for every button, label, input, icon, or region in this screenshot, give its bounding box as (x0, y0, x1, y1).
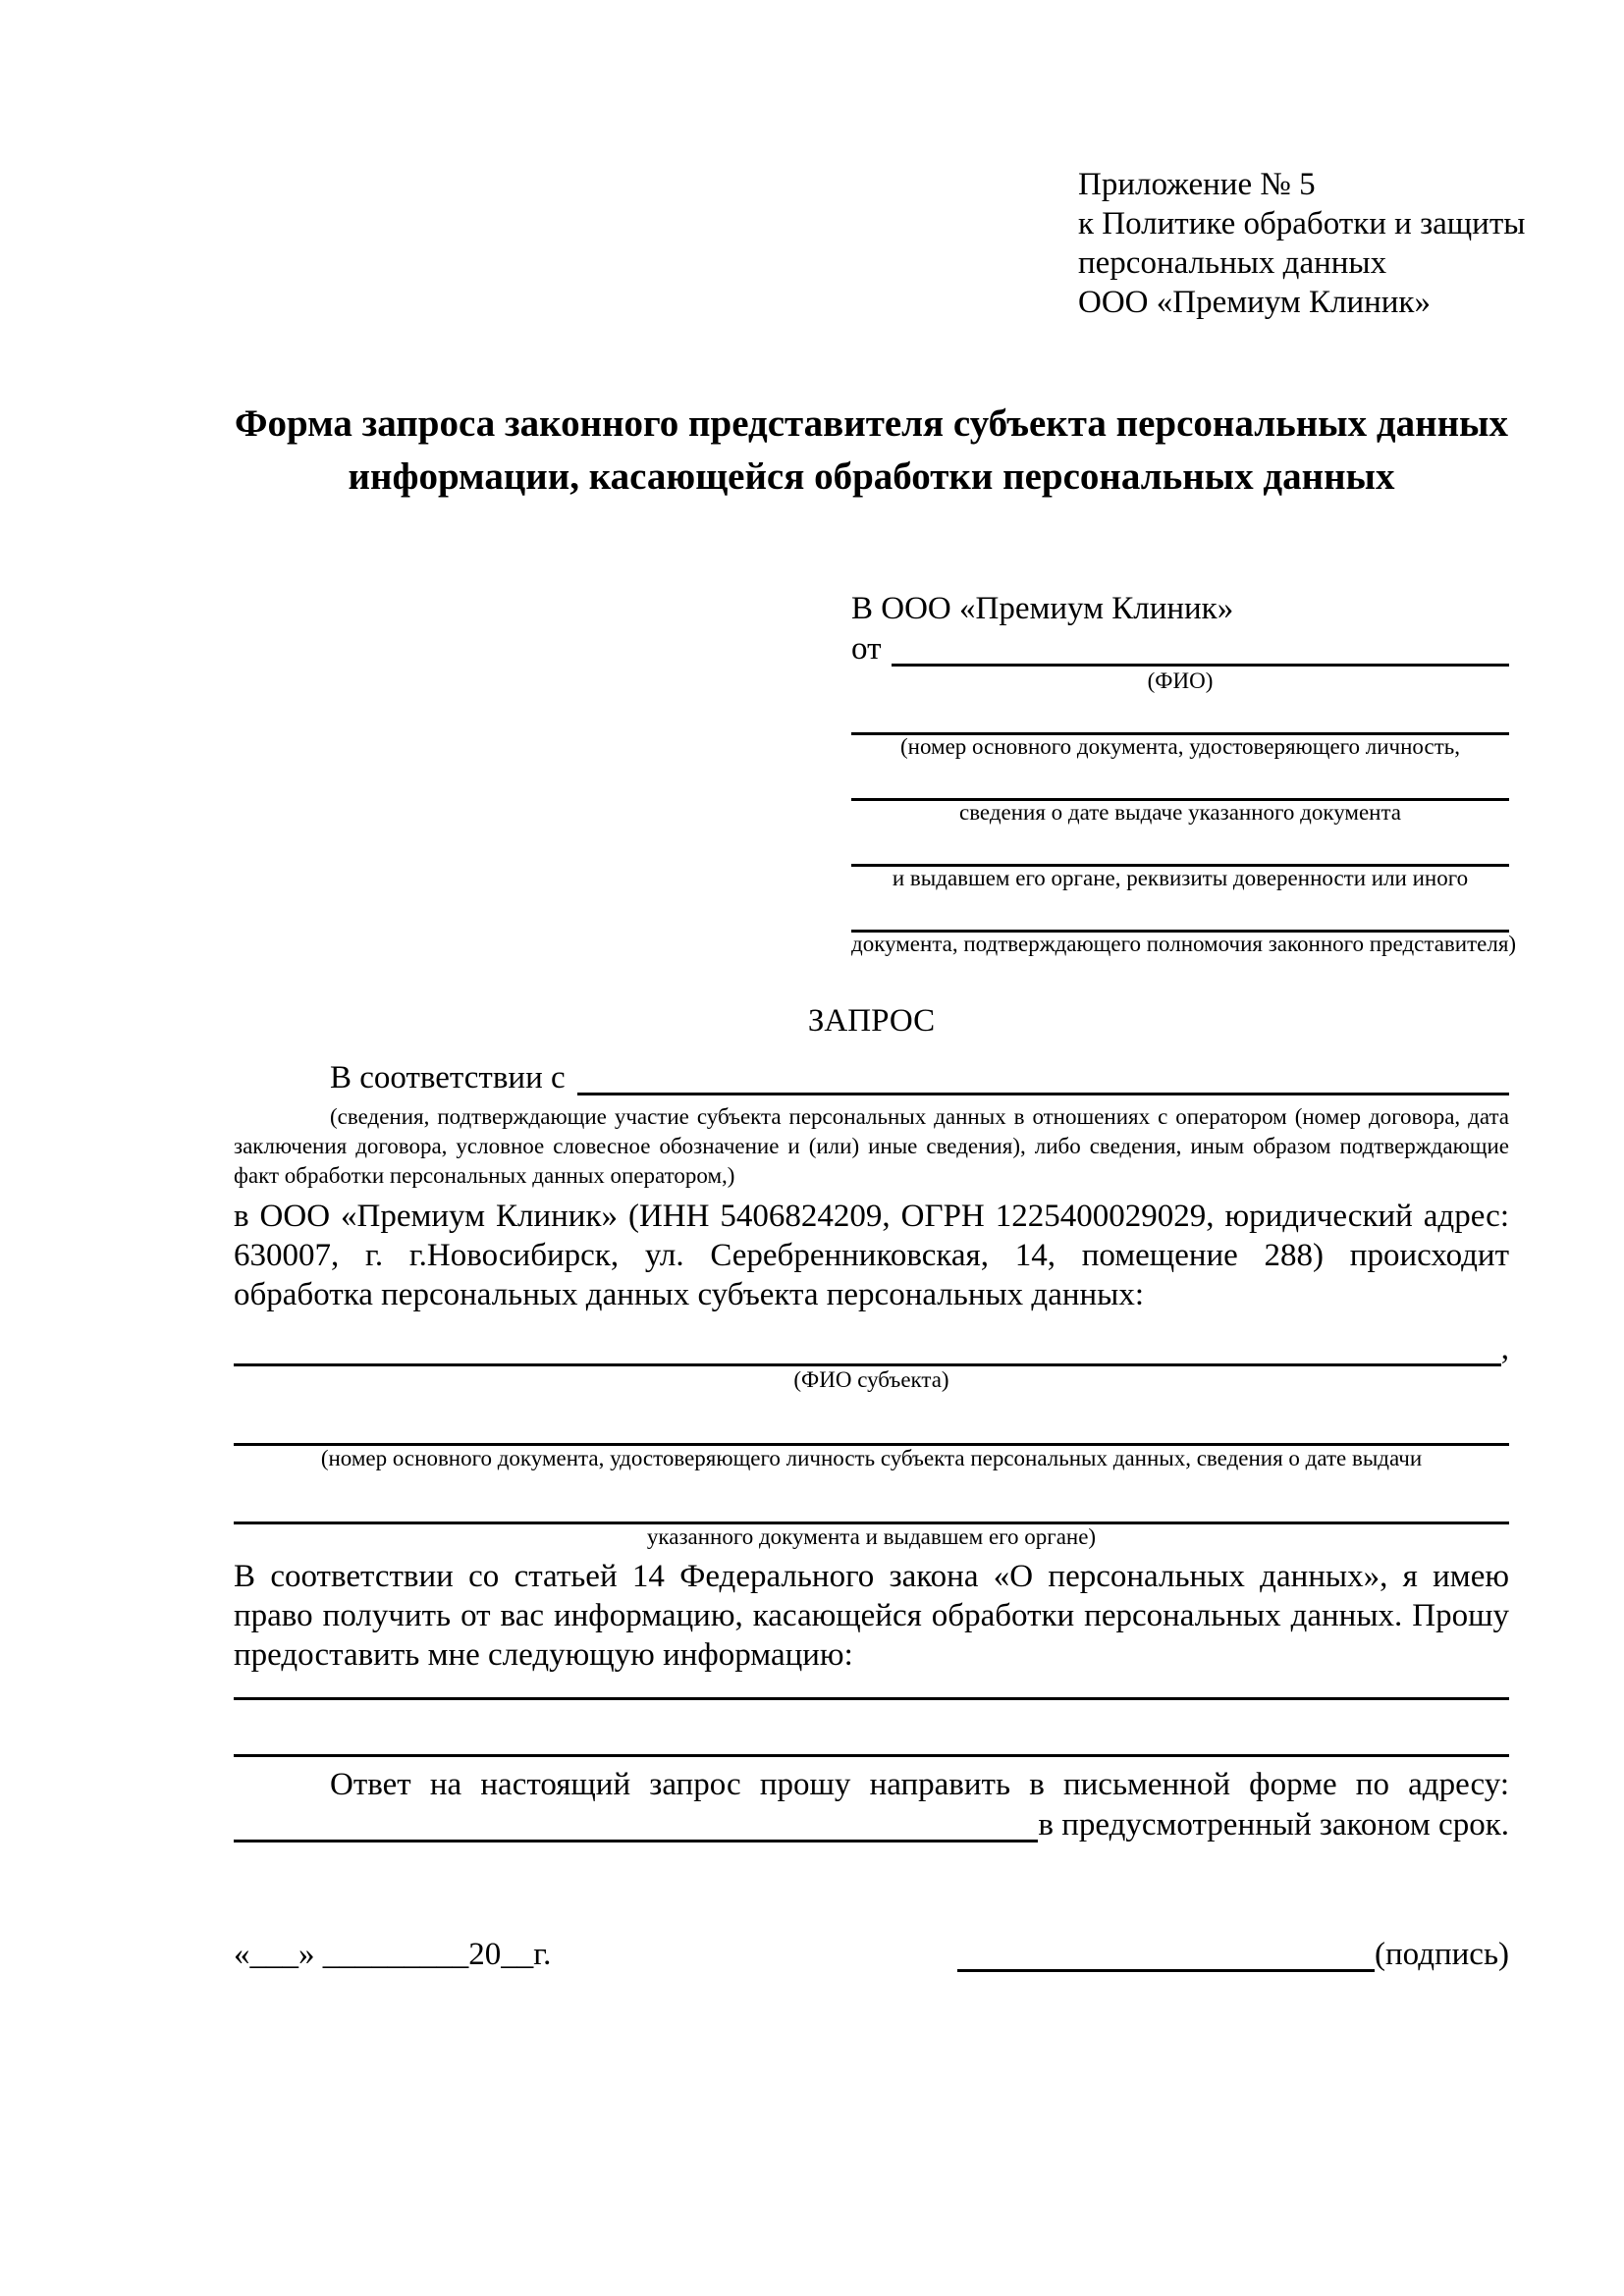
accordance-note: (сведения, подтверждающие участие субъекта персональных данных в отношениях с оператором (номер договора, дата заключения договора, условное словесное обозначение и (или) иные сведения), либо сведения, иным образом подтверждающие факт обработки персональных данных оператором,) (234, 1104, 1509, 1188)
answer-paragraph: Ответ на настоящий запрос прошу направить в письменной форме по адресу: (330, 1767, 1509, 1802)
doc-field-caption-1: (номер основного документа, удостоверяющего личность, (899, 734, 1460, 759)
subject-doc-field-line-1[interactable] (234, 1391, 1509, 1446)
appendix-line-3: персональных данных (1078, 245, 1387, 281)
appendix-line-2: к Политике обработки и защиты (1078, 206, 1526, 241)
request-heading: ЗАПРОС (807, 1003, 936, 1039)
signature-part (957, 1934, 1509, 1975)
appendix-block (1078, 165, 1526, 322)
fio-caption: (ФИО) (1147, 668, 1214, 693)
doc-field-caption-2: сведения о дате выдаче указанного документа (958, 800, 1402, 825)
accordance-label: В соответствии с (330, 1060, 566, 1095)
subject-fio-caption: (ФИО субъекта) (793, 1367, 949, 1392)
law-paragraph: В соответствии со статьей 14 Федерального закона «О персональных данных», я имею право получить от вас информацию, касающейся обработки персональных данных. Прошу предоставить мне следующую информацию: (234, 1559, 1509, 1673)
title-line-1: Форма запроса законного представителя субъекта персональных данных (234, 402, 1509, 445)
signature-field-line[interactable] (957, 1934, 1375, 1972)
appendix-line-4: ООО «Премиум Клиник» (1078, 285, 1431, 320)
doc-field-line-4[interactable] (851, 889, 1509, 933)
addressee-org: В ООО «Премиум Клиник» (851, 591, 1234, 626)
document-content (234, 0, 1526, 1975)
subject-line-comma: , (1500, 1331, 1509, 1366)
from-label: от (851, 631, 882, 667)
document-title (234, 398, 1509, 504)
info-field-line-2[interactable] (234, 1700, 1509, 1757)
subject-fio-row (234, 1328, 1509, 1369)
address-field-line[interactable] (234, 1804, 1038, 1842)
answer-suffix: в предусмотренный законом срок. (1038, 1807, 1509, 1842)
accordance-field-line[interactable] (577, 1057, 1509, 1095)
subject-doc-caption-1: (номер основного документа, удостоверяющего личность субъекта персональных данных, сведения о дате выдачи (320, 1446, 1423, 1470)
footer (234, 1934, 1509, 1975)
doc-field-line-3[interactable] (851, 824, 1509, 867)
subject-doc-field-line-2[interactable] (234, 1469, 1509, 1524)
appendix-line-1: Приложение № 5 (1078, 167, 1316, 202)
doc-field-caption-3: и выдавшем его органе, реквизиты доверенности или иного (892, 866, 1469, 890)
subject-doc-caption-2: указанного документа и выдавшем его органе) (646, 1524, 1097, 1549)
doc-field-caption-4: документа, подтверждающего полномочия законного представителя) (851, 932, 1517, 956)
subject-fio-field-line[interactable] (234, 1328, 1501, 1366)
addressee-block (851, 589, 1517, 956)
signature-caption: (подпись) (1375, 1937, 1509, 1972)
doc-field-line-1[interactable] (851, 692, 1509, 735)
doc-field-line-2[interactable] (851, 758, 1509, 801)
accordance-row (234, 1057, 1509, 1098)
date-line[interactable]: «___» _________20__г. (234, 1937, 552, 1972)
answer-address-row (234, 1804, 1509, 1845)
info-field-line-1[interactable] (234, 1678, 1509, 1700)
from-row (851, 628, 1509, 669)
operator-paragraph: в ООО «Премиум Клиник» (ИНН 5406824209, ОГРН 1225400029029, юридический адрес: 630007, г. г.Новосибирск, ул. Серебренниковская, 14, помещение 288) происходит обработка персональных данных субъекта персональных данных: (234, 1199, 1509, 1312)
title-line-2: информации, касающейся обработки персональных данных (348, 455, 1395, 498)
from-field-line[interactable] (892, 628, 1510, 667)
